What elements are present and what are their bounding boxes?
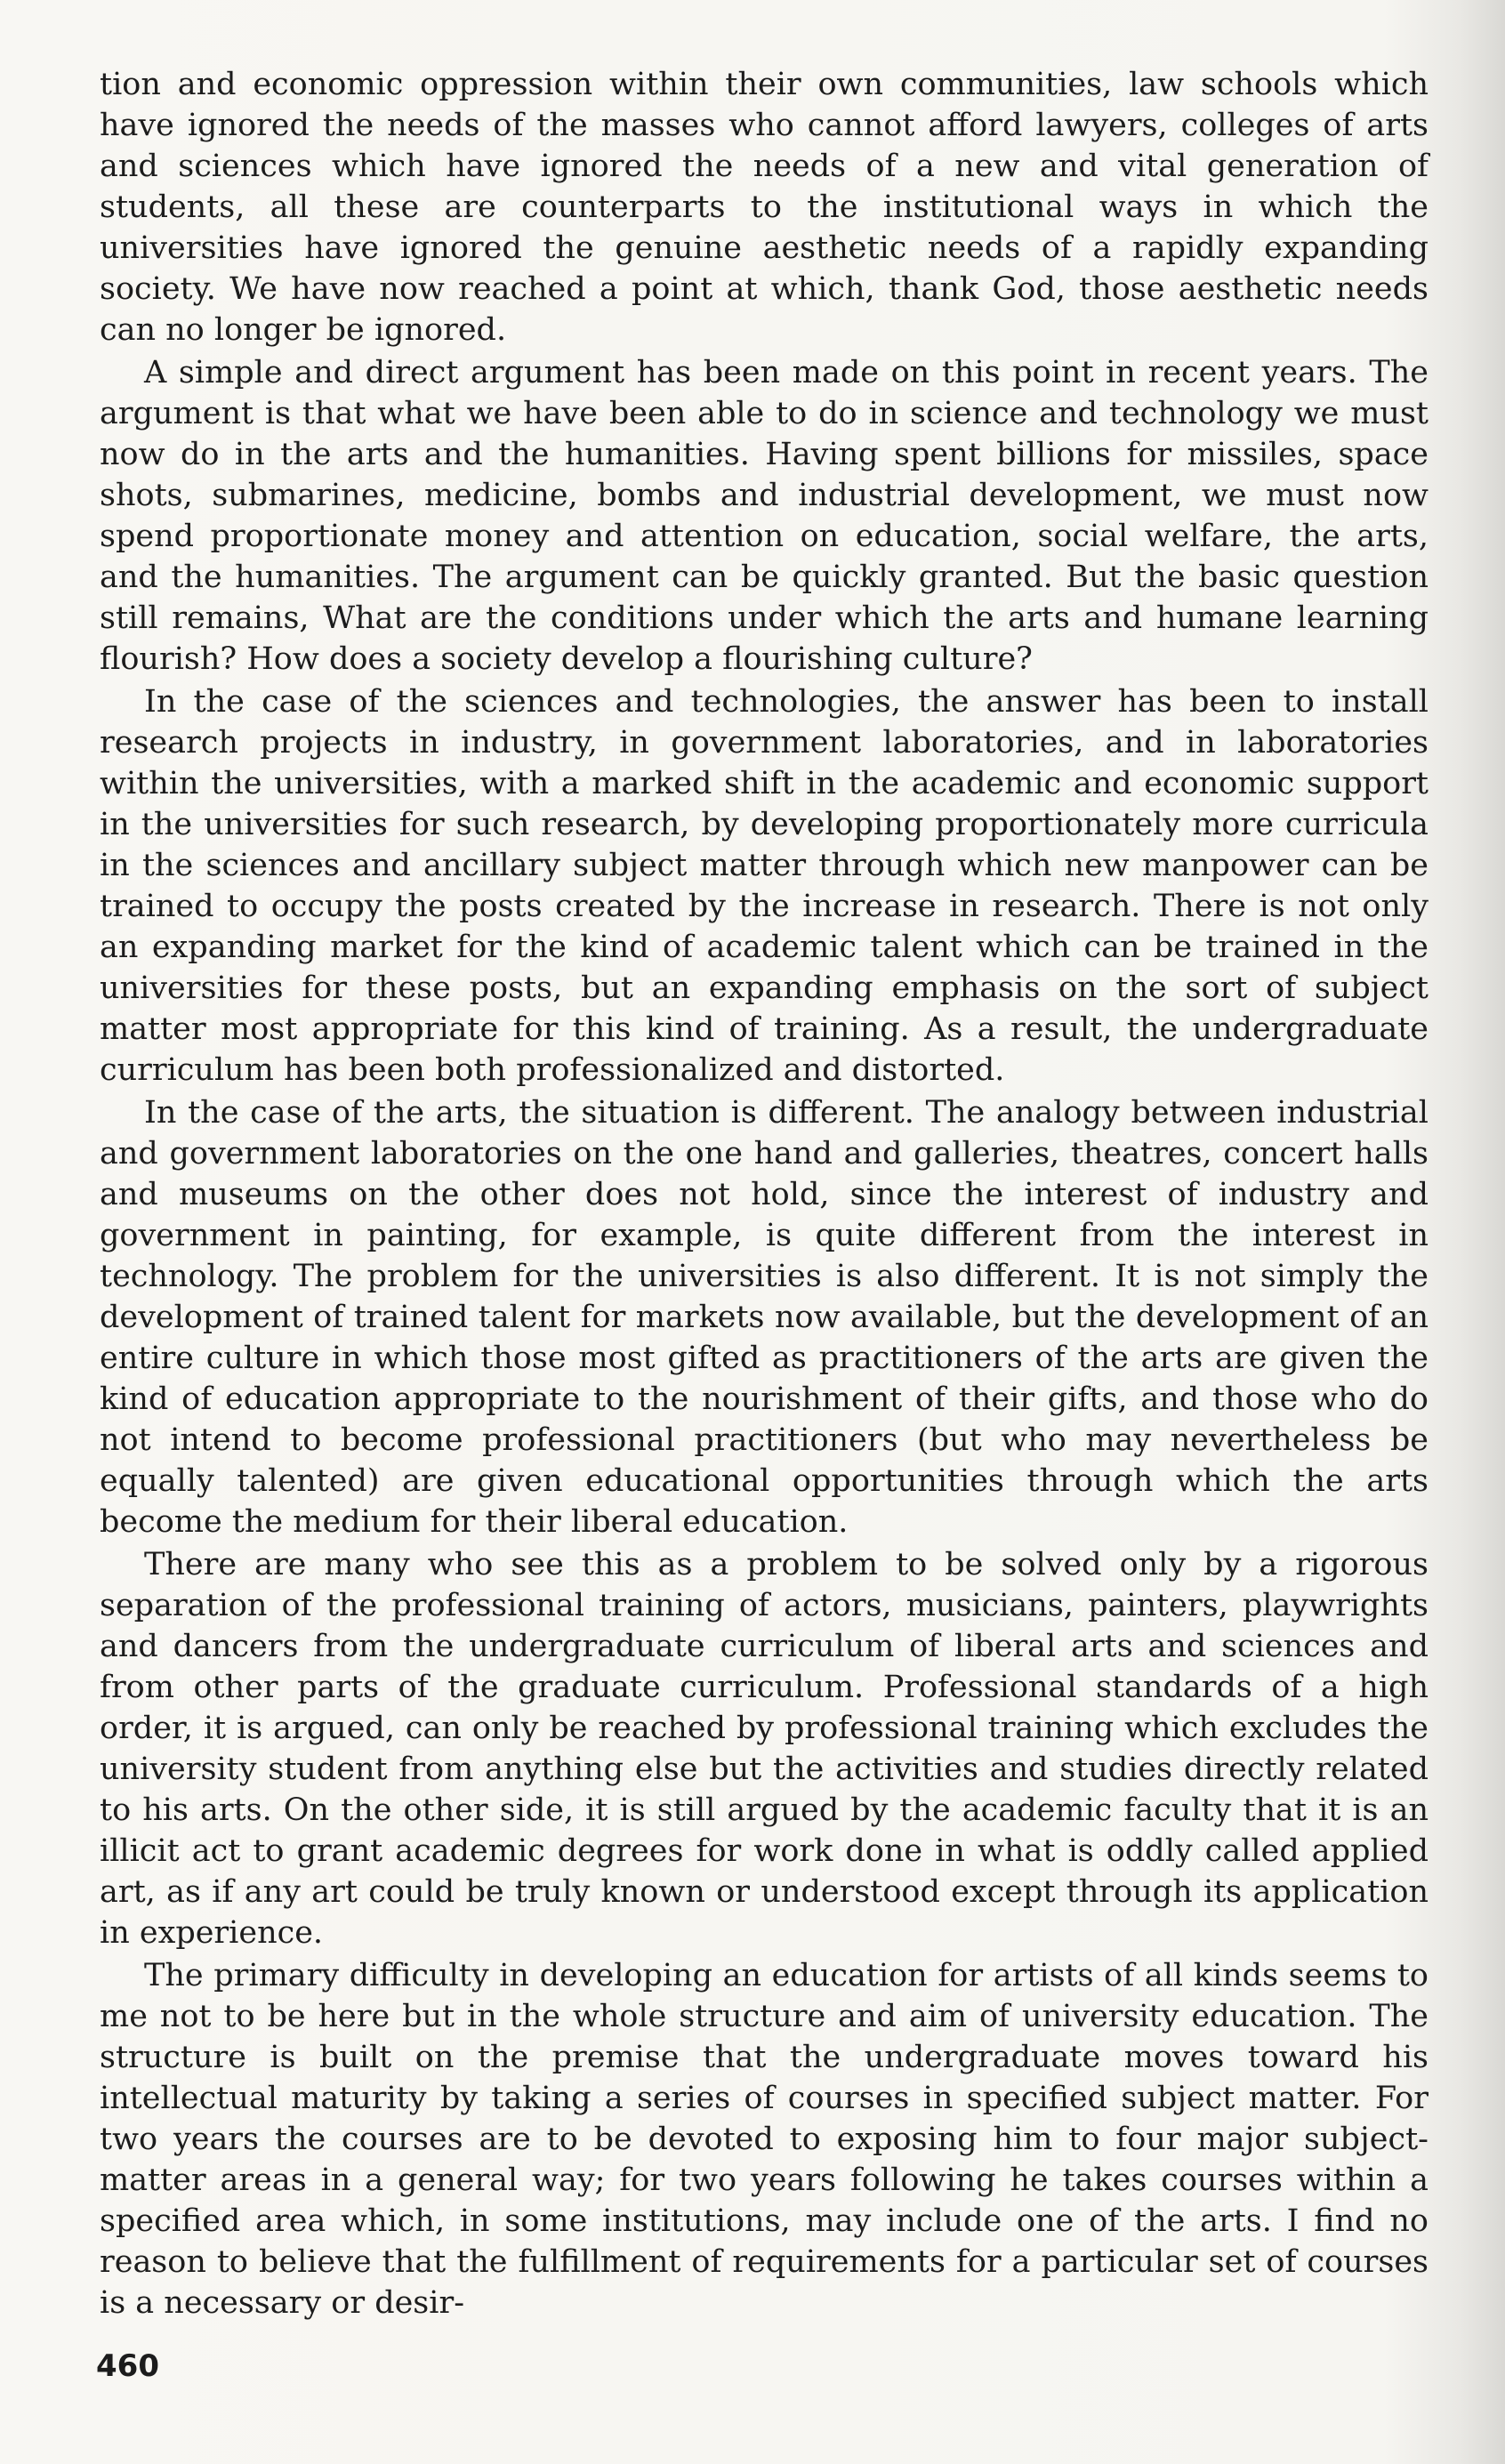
page-number: 460 [96,2348,159,2384]
paragraph-1: tion and economic oppression within their own communities, law schools which have ignored the needs of the masses who cannot afford lawyers, colleges of arts and sciences which have ignored the needs of a new and vital generation of students, all these are counterparts to the institutional ways in which the universities have ignored the genuine aesthetic needs of a rapidly expanding society. We have now reached a point at which, thank God, those aesthetic needs can no longer be ignored. [100,67,1429,348]
paragraph-4: In the case of the arts, the situation is different. The analogy between industrial and government laboratories on the one hand and galleries, theatres, concert halls and museums on the other does not hold, since the interest of industry and government in painting, for example, is quite different from the interest in technology. The problem for the universities is also different. It is not simply the development of trained talent for markets now available, but the development of an entire culture in which those most gifted as practitioners of the arts are given the kind of education appropriate to the nourishment of their gifts, and those who do not intend to become professional practitioners (but who may nevertheless be equally talented) are given educational opportunities through which the arts become the medium for their liberal education. [100,1095,1429,1540]
paragraph-3: In the case of the sciences and technologies, the answer has been to install research projects in industry, in government laboratories, and in laboratories within the universities, with a marked shift in the academic and economic support in the universities for such research, by developing proportionately more curricula in the sciences and ancillary subject matter through which new manpower can be trained to occupy the posts created by the increase in research. There is not only an expanding market for the kind of academic talent which can be trained in the universities for these posts, but an expanding emphasis on the sort of subject matter most appropriate for this kind of training. As a result, the undergraduate curriculum has been both professionalized and distorted. [100,684,1429,1088]
body-text [100,64,1429,2325]
paragraph-6: The primary difficulty in developing an education for artists of all kinds seems to me not to be here but in the whole structure and aim of university education. The structure is built on the premise that the undergraduate moves toward his intellectual maturity by taking a series of courses in specified subject matter. For two years the courses are to be devoted to exposing him to four major subject-matter areas in a general way; for two years following he takes courses within a specified area which, in some institutions, may include one of the arts. I find no reason to believe that the fulfillment of requirements for a particular set of courses is a necessary or desir- [100,1958,1429,2321]
paragraph-5: There are many who see this as a problem to be solved only by a rigorous separation of the professional training of actors, musicians, painters, playwrights and dancers from the undergraduate curriculum of liberal arts and sciences and from other parts of the graduate curriculum. Professional standards of a high order, it is argued, can only be reached by professional training which excludes the university student from anything else but the activities and studies directly related to his arts. On the other side, it is still argued by the academic faculty that it is an illicit act to grant academic degrees for work done in what is oddly called applied art, as if any art could be truly known or understood except through its application in experience. [100,1547,1429,1951]
paragraph-2: A simple and direct argument has been made on this point in recent years. The argument is that what we have been able to do in science and technology we must now do in the arts and the humanities. Having spent billions for missiles, space shots, submarines, medicine, bombs and industrial development, we must now spend proportionate money and attention on education, social welfare, the arts, and the humanities. The argument can be quickly granted. But the basic question still remains, What are the conditions under which the arts and humane learning flourish? How does a society develop a flourishing culture? [100,355,1429,677]
